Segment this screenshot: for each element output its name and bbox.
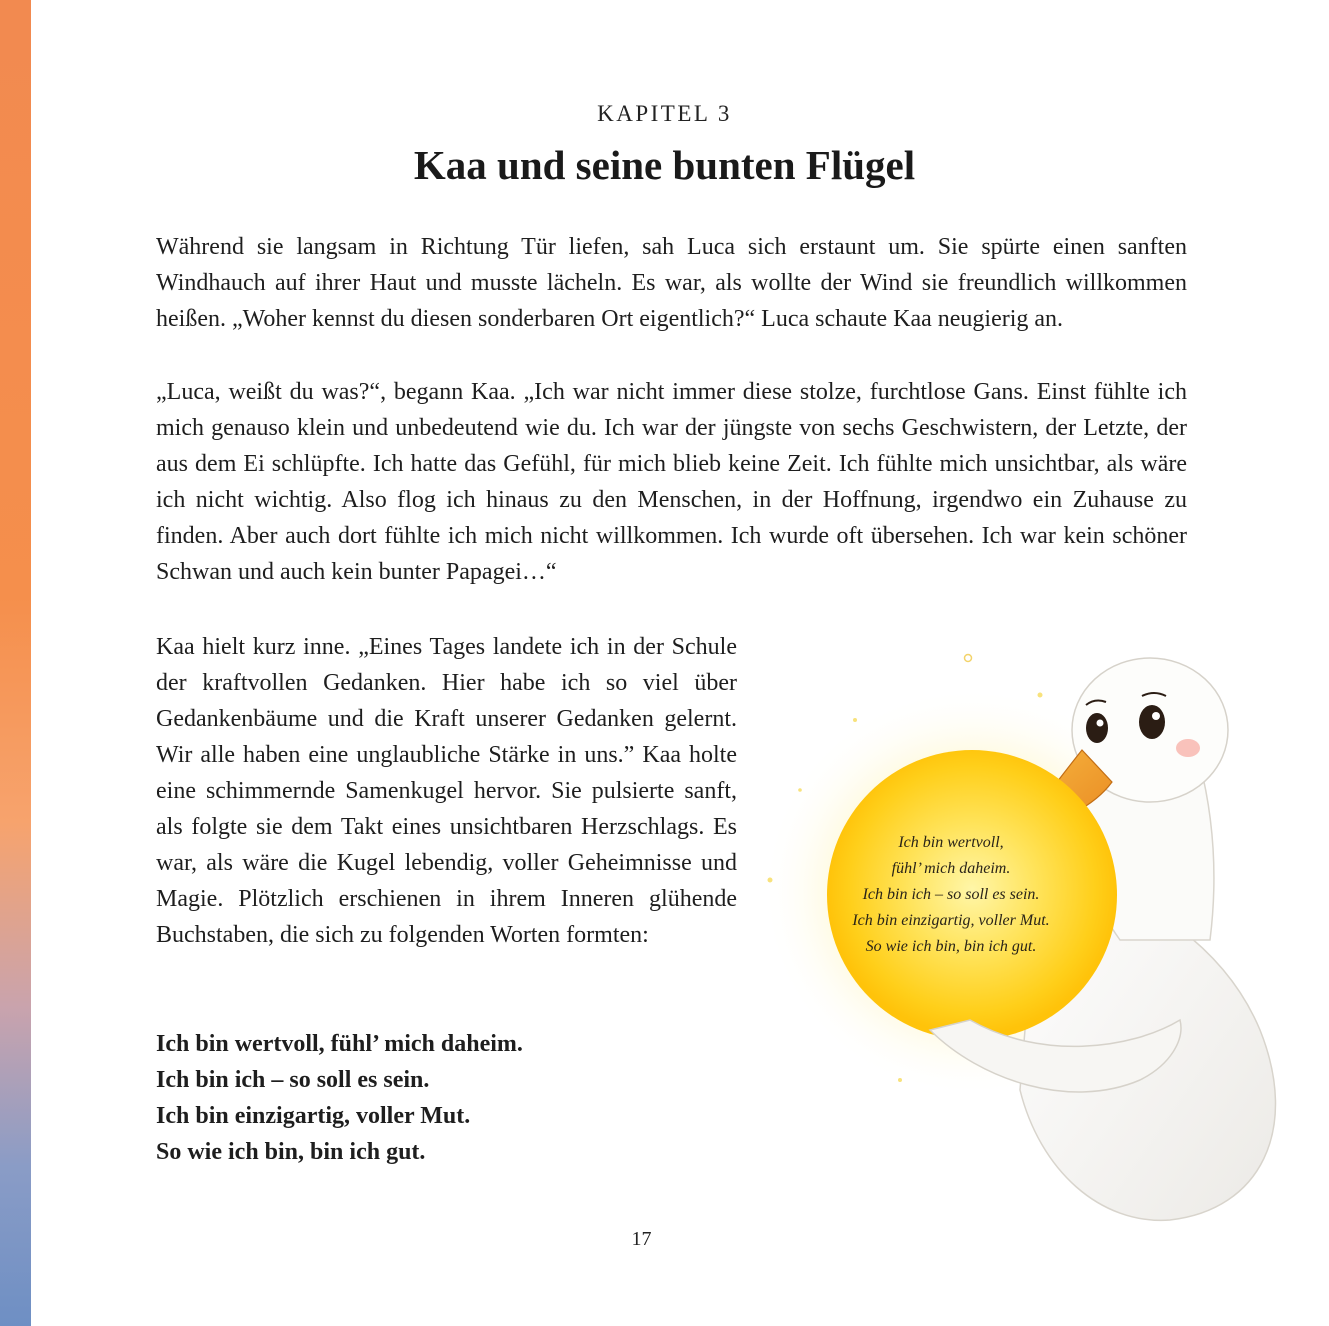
paragraph-2: „Luca, weißt du was?“, begann Kaa. „Ich war nicht immer diese stolze, furchtlose Gans. Einst fühlte ich mich genauso klein und unbedeutend wie du. Ich war der jüngste von sechs Geschwistern, der Letzte, der aus dem Ei schlüpfte. Ich hatte das Gefühl, für mich blieb keine Zeit. Ich fühlte mich unsichtbar, als wäre ich nicht wichtig. Also flog ich hinaus zu den Menschen, in der Hoffnung, irgendwo ein Zuhause zu finden. Aber auch dort fühlte ich mich nicht willkommen. Ich wurde oft übersehen. Ich war kein schöner Schwan und auch kein bunter Papagei…“ xyxy=(156,379,1187,585)
goose-eye-right xyxy=(1139,705,1165,739)
orb-inscription xyxy=(826,830,1076,960)
orb-line: Ich bin einzigartig, voller Mut. xyxy=(852,912,1050,929)
affirmation-line: Ich bin ich – so soll es sein. xyxy=(156,1067,430,1093)
paragraph-1: Während sie langsam in Richtung Tür liefen, sah Luca sich erstaunt um. Sie spürte einen sanften Windhauch auf ihrer Haut und musste lächeln. Es war, als wollte der Wind sie freundlich willkommen heißen. „Woher kennst du diesen sonderbaren Ort eigentlich?“ Luca schaute Kaa neugierig an. xyxy=(156,234,1187,332)
affirmation-line: Ich bin einzigartig, voller Mut. xyxy=(156,1103,471,1129)
paragraph-3: Kaa hielt kurz inne. „Eines Tages landete ich in der Schule der kraftvollen Gedanken. Hier habe ich so viel über Gedankenbäume und die Kraft unserer Gedanken gelernt. Wir alle haben eine unglaubliche Stärke in uns.” Kaa holte eine schimmernde Samenkugel hervor. Sie pulsierte sanft, als folgte sie dem Takt eines unsichtbaren Herzschlags. Es war, als wäre die Kugel lebendig, voller Geheimnisse und Magie. Plötzlich erschienen in ihrem Inneren glühende Buchstaben, die sich zu folgenden Worten formten: xyxy=(156,634,737,948)
orb-line: fühl’ mich daheim. xyxy=(891,860,1011,877)
goose-eye-left xyxy=(1086,713,1108,743)
affirmation-line: So wie ich bin, bin ich gut. xyxy=(156,1139,426,1165)
chapter-title: Kaa und seine bunten Flügel xyxy=(413,142,916,188)
goose-cheek-blush xyxy=(1176,739,1200,757)
orb-line: Ich bin wertvoll, xyxy=(898,834,1004,851)
affirmation-verse xyxy=(156,1026,756,1170)
affirmation-line: Ich bin wertvoll, fühl’ mich daheim. xyxy=(156,1031,523,1057)
page-edge-color-stripe xyxy=(0,0,31,1326)
chapter-label: KAPITEL 3 xyxy=(597,101,732,126)
orb-line: Ich bin ich – so soll es sein. xyxy=(862,886,1040,903)
page-number: 17 xyxy=(631,1228,652,1250)
orb-line: So wie ich bin, bin ich gut. xyxy=(865,938,1037,955)
